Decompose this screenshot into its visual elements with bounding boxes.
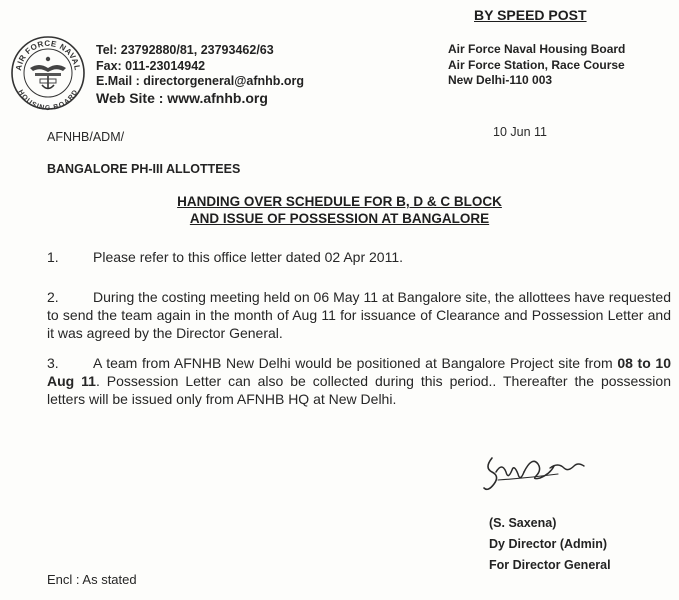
- addressee: BANGALORE PH-III ALLOTTEES: [47, 162, 241, 176]
- telephone: Tel: 23792880/81, 23793462/63: [96, 43, 274, 57]
- svg-text:HOUSING BOARD: [16, 89, 79, 111]
- address-line-2: Air Force Station, Race Course: [448, 57, 625, 72]
- handwritten-signature: [478, 448, 590, 496]
- website: Web Site : www.afnhb.org: [96, 89, 268, 106]
- paragraph-3: [47, 354, 671, 408]
- paragraph-text: Please refer to this office letter dated 02 Apr 2011.: [93, 249, 404, 265]
- paragraph-text-before: A team from AFNHB New Delhi would be positioned at Bangalore Project site from: [93, 355, 618, 371]
- paragraph-number: 1.: [47, 249, 59, 265]
- letter-date: 10 Jun 11: [493, 125, 547, 139]
- subject: [0, 193, 679, 227]
- email: E.Mail : directorgeneral@afnhb.org: [96, 74, 305, 88]
- sender-address: [448, 42, 625, 89]
- subject-line-1: HANDING OVER SCHEDULE FOR B, D & C BLOCK: [177, 194, 502, 209]
- delivery-mode: BY SPEED POST: [474, 7, 587, 23]
- signatory-name: (S. Saxena): [489, 516, 557, 530]
- schedule-dates: 08 to 10 Aug 11: [47, 355, 672, 389]
- address-line-1: Air Force Naval Housing Board: [448, 42, 626, 56]
- address-line-3: New Delhi-110 003: [448, 73, 553, 87]
- emblem-bottom-text: HOUSING BOARD: [16, 88, 80, 111]
- contact-block: [96, 43, 304, 107]
- signature-block: [489, 513, 611, 576]
- paragraph-text: During the costing meeting held on 06 May 11 at Bangalore site, the allottees have requested to send the team again in the month of Aug 11 for issuance of Clearance and Possession Letter and it was agreed by the Director General.: [47, 289, 671, 341]
- enclosure-note: Encl : As stated: [47, 572, 137, 587]
- paragraph-number: 3.: [47, 355, 59, 371]
- paragraph-2: [47, 288, 671, 342]
- paragraph-text-after: . Possession Letter can also be collected during this period.. Thereafter the possession letters will be issued only from AFNHB HQ at New Delhi.: [47, 373, 671, 407]
- reference-number: AFNHB/ADM/: [47, 130, 125, 144]
- subject-line-2: AND ISSUE OF POSSESSION AT BANGALORE: [189, 211, 490, 226]
- fax: Fax: 011-23014942: [96, 58, 206, 73]
- afnhb-emblem-icon: [10, 35, 86, 111]
- signatory-on-behalf: For Director General: [489, 558, 611, 572]
- svg-text:AIR FORCE NAVAL: [14, 39, 82, 71]
- emblem-top-text: AIR FORCE NAVAL: [14, 38, 82, 72]
- signatory-designation: Dy Director (Admin): [489, 537, 608, 551]
- paragraph-1: [47, 248, 671, 266]
- paragraph-number: 2.: [47, 289, 59, 305]
